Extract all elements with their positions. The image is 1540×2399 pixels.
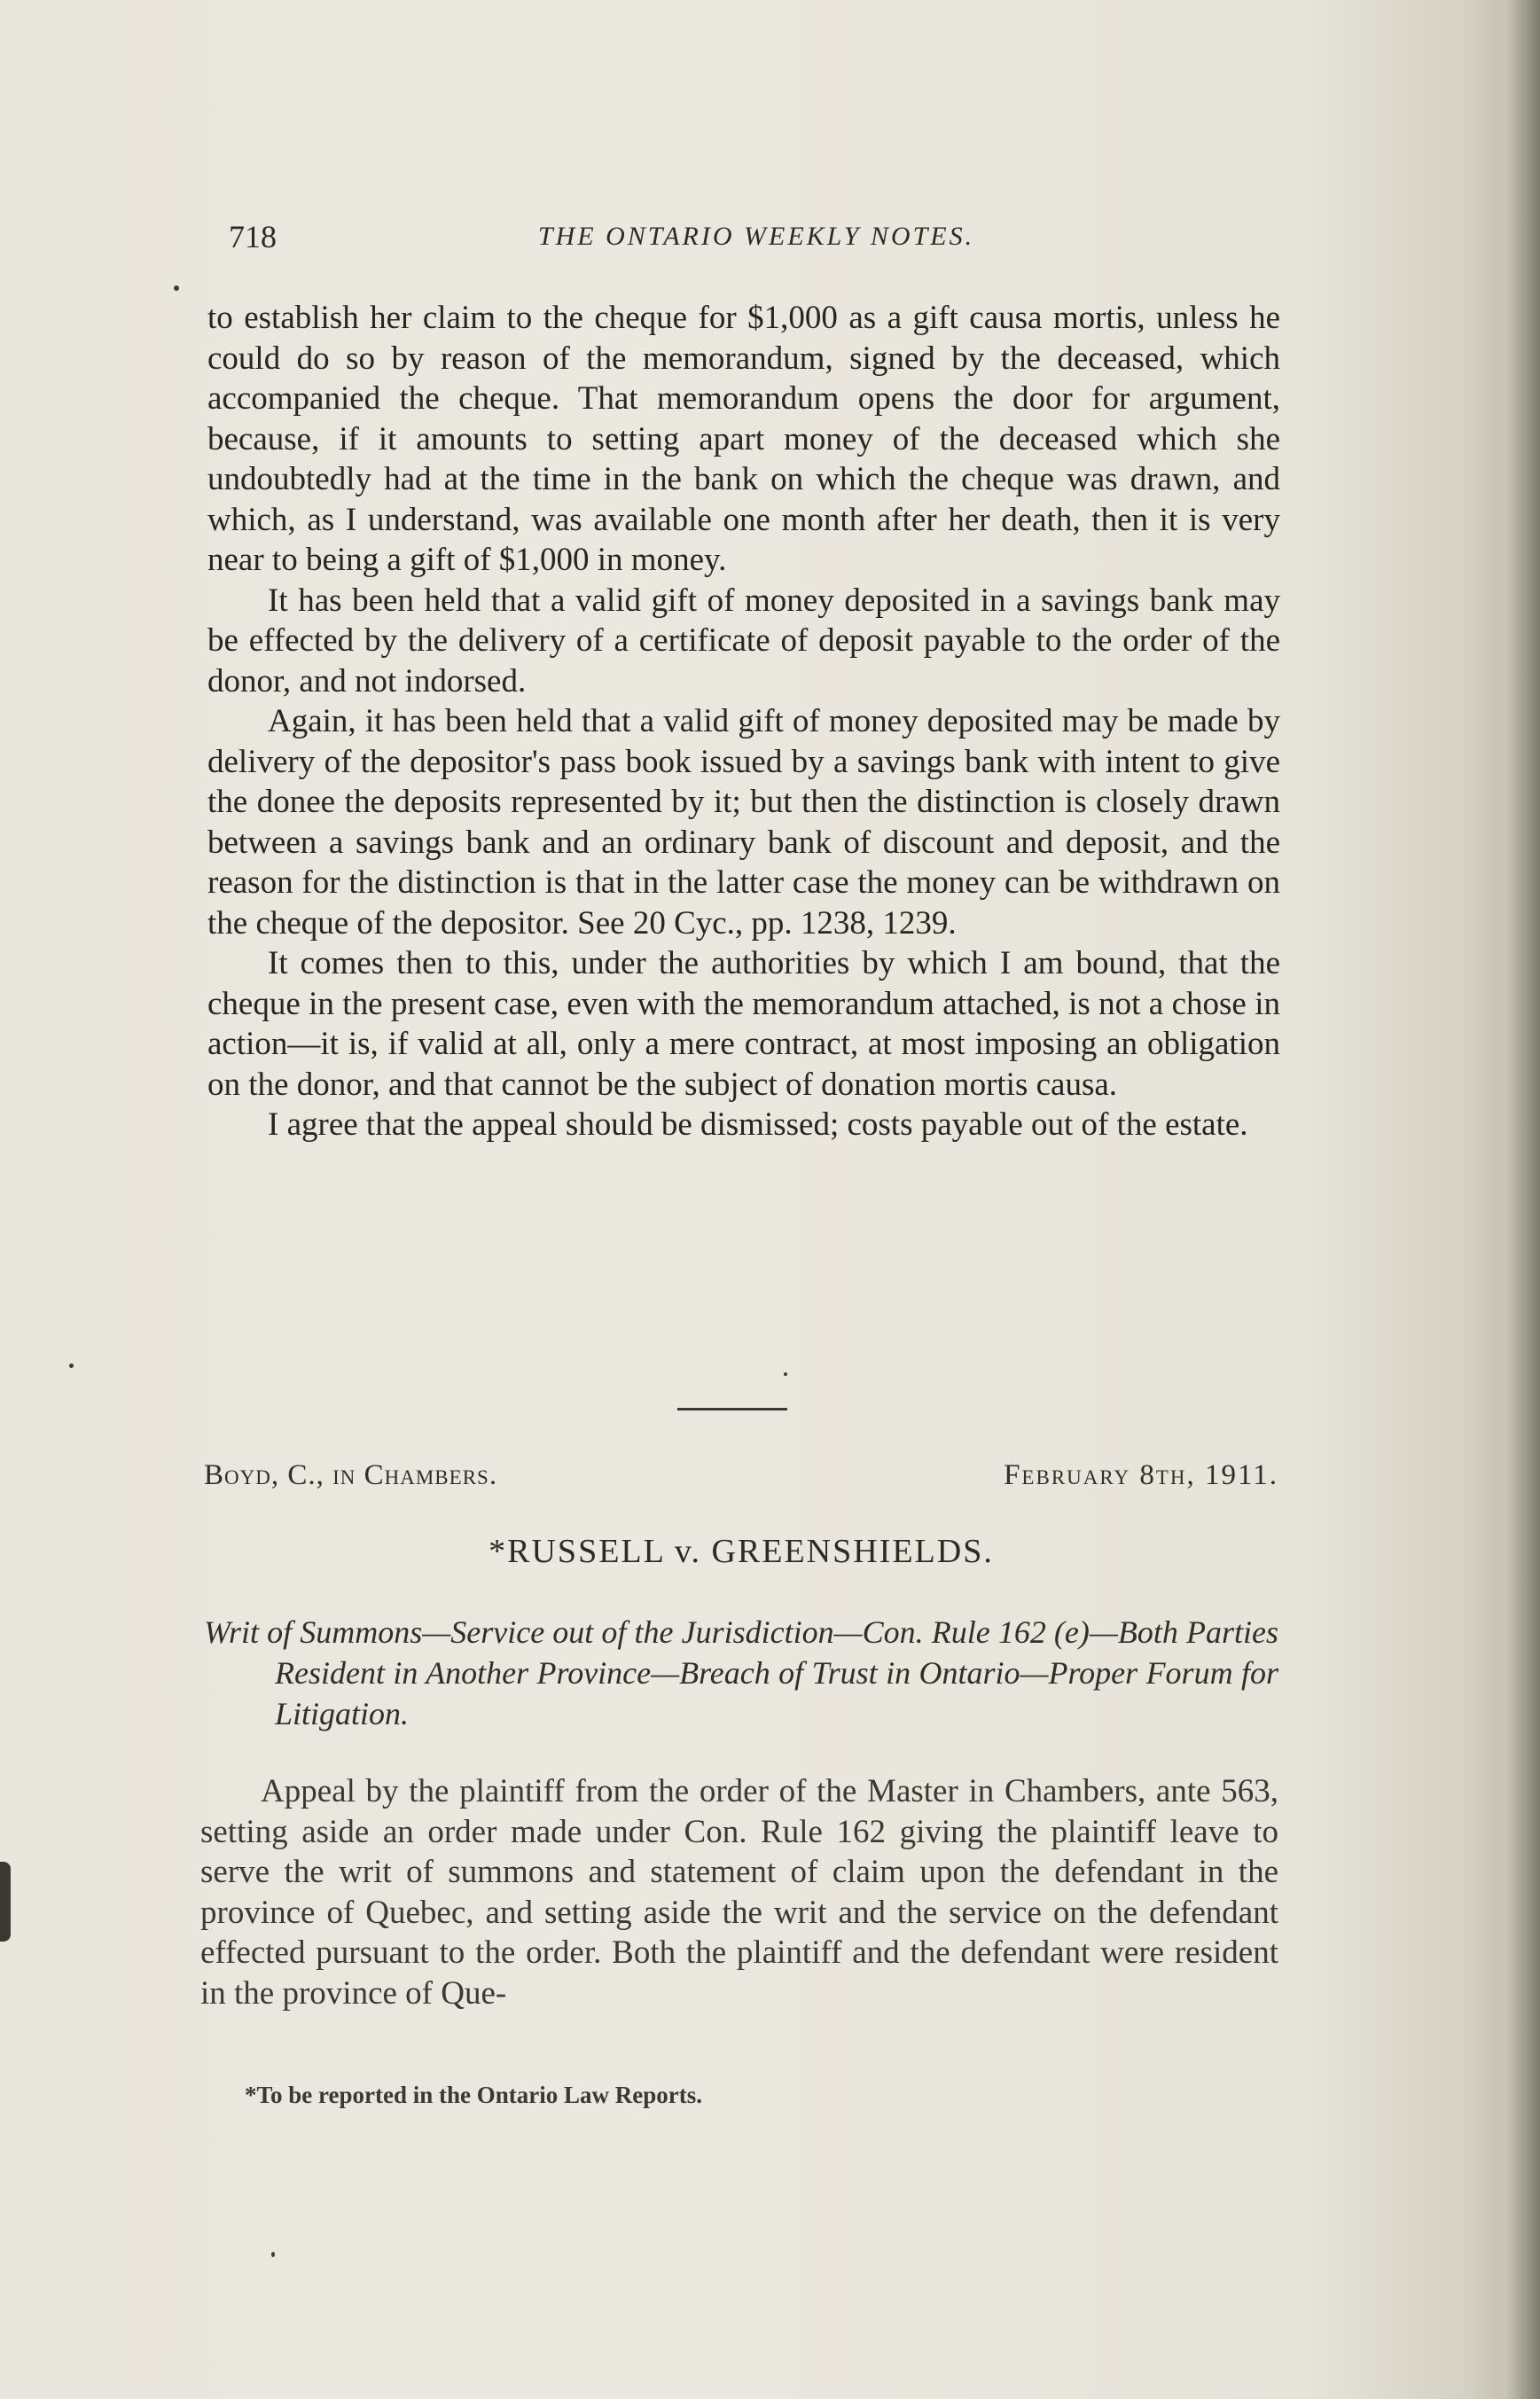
page-tab-mark — [0, 1862, 11, 1942]
paragraph: It comes then to this, under the authorities by which I am bound, that the cheque in the present case, even with the memorandum attached, is not a chose in action—it is, if valid at all, only a mere contract, at most imposing an obligation on the donor, and that cannot be the subject of donation mortis causa. — [207, 945, 1280, 1103]
print-speck — [174, 285, 179, 291]
journal-title: THE ONTARIO WEEKLY NOTES. — [537, 222, 975, 251]
court-line — [204, 1459, 1278, 1504]
paragraph: It has been held that a valid gift of money deposited in a savings bank may be effected by the delivery of a certificate of deposit payable to the order of the donor, and not indorsed. — [207, 582, 1280, 699]
headnote: Writ of Summons—Service out of the Jurisdiction—Con. Rule 162 (e)—Both Parties Resident in Another Province—Breach of Trust in Ontario—Proper Forum for Litigation. — [204, 1614, 1278, 1731]
running-head — [229, 218, 1284, 262]
section-divider — [677, 1408, 787, 1410]
case-opening-paragraph: Appeal by the plaintiff from the order of the Master in Chambers, ante 563, setting aside an order made under Con. Rule 162 giving the plaintiff leave to serve the writ of summons and statement of claim upon the defendant in the province of Quebec, and setting aside the writ and the service on the defendant effected pursuant to the order. Both the plaintiff and the defendant were resident in the province of Que- — [200, 1773, 1278, 2012]
page-number: 718 — [229, 219, 277, 254]
decision-date: February 8th, 1911. — [1004, 1459, 1278, 1491]
paragraph: Again, it has been held that a valid gift of money deposited may be made by delivery of the depositor's pass book issued by a savings bank with intent to give the donee the deposits represented by it; but then the distinction is closely drawn between a savings bank and an ordinary bank of discount and deposit, and the reason for the distinction is that in the latter case the money can be withdrawn on the cheque of the depositor. See 20 Cyc., pp. 1238, 1239. — [207, 703, 1280, 942]
court-judge: Boyd, C., in Chambers. — [204, 1459, 498, 1491]
print-speck — [271, 2252, 275, 2257]
case-title: *RUSSELL v. GREENSHIELDS. — [489, 1533, 994, 1570]
paragraph: to establish her claim to the cheque for $1,000 as a gift causa mortis, unless he could do so by reason of the memorandum, signed by the deceased, which accompanied the cheque. That memorandum opens the door for argument, because, if it amounts to setting apart money of the deceased which she undoubtedly had at the time in the bank on which the cheque was drawn, and which, as I understand, was available one month after her death, then it is very near to being a gift of $1,000 in money. — [207, 300, 1280, 578]
print-speck — [784, 1372, 787, 1376]
paragraph: I agree that the appeal should be dismissed; costs payable out of the estate. — [268, 1106, 1248, 1143]
book-spine-shadow — [1505, 0, 1540, 2399]
print-speck — [69, 1364, 74, 1368]
footnote: *To be reported in the Ontario Law Reports. — [245, 2082, 702, 2108]
judgment-body — [207, 298, 1280, 1145]
